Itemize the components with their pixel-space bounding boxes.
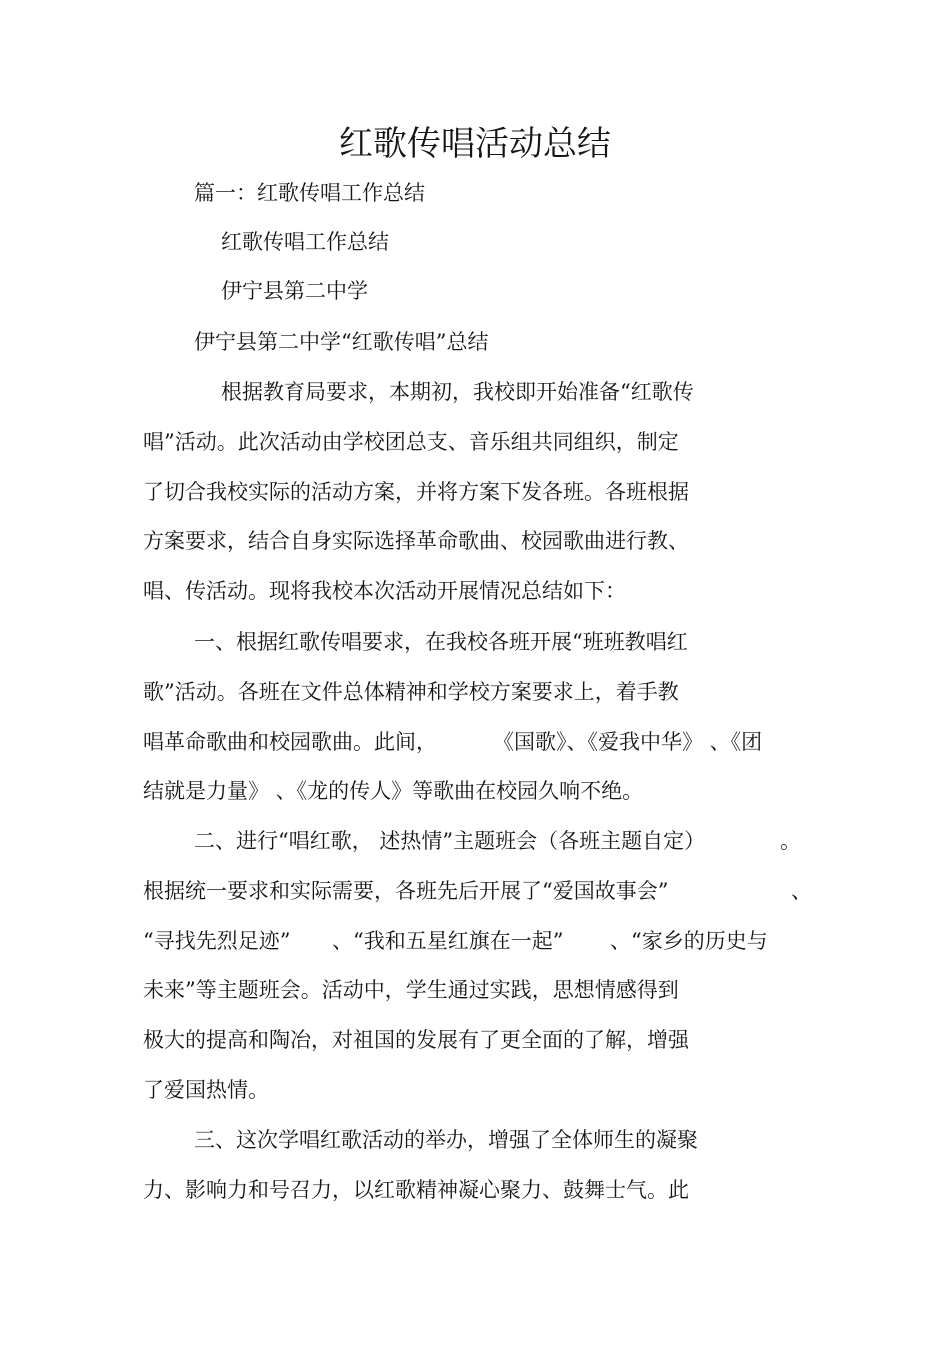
body-line: 极大的提高和陶冶，对祖国的发展有了更全面的了解，增强 <box>143 1028 689 1052</box>
body-line: 唱革命歌曲和校园歌曲。此间， <box>143 730 437 754</box>
body-line: 、“家乡的历史与 <box>610 929 768 953</box>
section-heading: 篇一：红歌传唱工作总结 <box>194 181 425 205</box>
summary-heading: 伊宁县第二中学“红歌传唱”总结 <box>194 330 489 354</box>
body-line: 结就是力量》 、《龙的传人》等歌曲在校园久响不绝。 <box>143 779 644 803</box>
body-line: 根据教育局要求，本期初，我校即开始准备“红歌传 <box>221 380 694 404</box>
body-line: 歌”活动。各班在文件总体精神和学校方案要求上，着手教 <box>143 680 679 704</box>
school-name-line: 伊宁县第二中学 <box>221 279 368 303</box>
body-line: 、 <box>791 879 812 903</box>
body-line: 唱”活动。此次活动由学校团总支、音乐组共同组织，制定 <box>143 430 679 454</box>
body-line: “寻找先烈足迹” <box>143 929 291 953</box>
document-title: 红歌传唱活动总结 <box>339 124 611 164</box>
body-line: 了切合我校实际的活动方案，并将方案下发各班。各班根据 <box>143 480 689 504</box>
body-line: 二、进行“唱红歌， 述热情”主题班会（各班主题自定） <box>194 829 706 853</box>
body-line: 根据统一要求和实际需要，各班先后开展了“爱国故事会” <box>143 879 669 903</box>
body-line: 、“我和五星红旗在一起” <box>332 929 564 953</box>
body-line: 三、这次学唱红歌活动的举办，增强了全体师生的凝聚 <box>194 1128 698 1152</box>
body-line: 。 <box>780 829 801 853</box>
body-line: 唱、传活动。现将我校本次活动开展情况总结如下： <box>143 579 626 603</box>
body-line: 方案要求，结合自身实际选择革命歌曲、校园歌曲进行教、 <box>143 529 689 553</box>
body-line: 力、影响力和号召力，以红歌精神凝心聚力、鼓舞士气。此 <box>143 1178 689 1202</box>
body-line: 未来”等主题班会。活动中，学生通过实践，思想情感得到 <box>143 978 679 1002</box>
body-line: 一、根据红歌传唱要求，在我校各班开展“班班教唱红 <box>194 630 688 654</box>
subtitle-line: 红歌传唱工作总结 <box>221 230 389 254</box>
body-line: 了爱国热情。 <box>143 1078 269 1102</box>
body-line: 《国歌》、《爱我中华》 、《团 <box>493 730 763 754</box>
